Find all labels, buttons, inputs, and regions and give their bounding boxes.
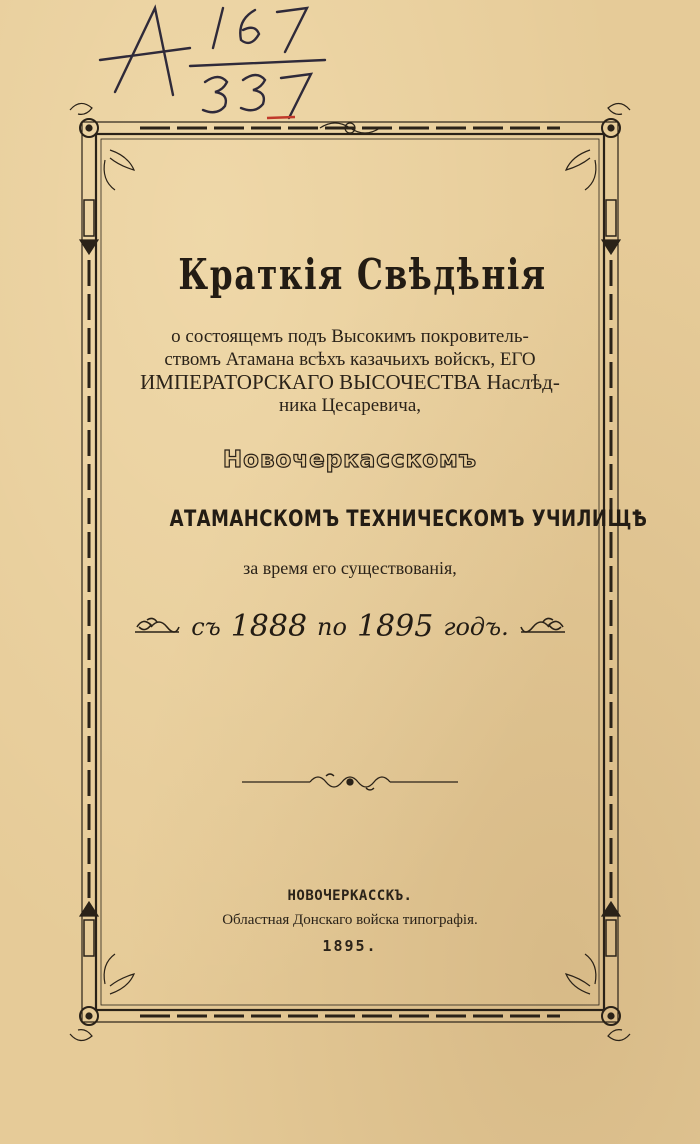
- description-line: о состоящемъ подъ Высокимъ покровитель-: [171, 326, 529, 347]
- scroll-ornament-right-icon: [519, 614, 567, 640]
- corner-ornament-tr: [566, 103, 630, 254]
- years-suffix: годъ.: [443, 612, 509, 641]
- description: [130, 325, 570, 417]
- imprint: [130, 888, 570, 955]
- handwritten-shelfmark: [95, 0, 345, 130]
- corner-ornament-br: [566, 902, 630, 1041]
- years-to-word: по: [317, 612, 347, 641]
- years-line: [130, 609, 570, 644]
- imprint-press: Областная Донскаго войска типографія.: [222, 912, 478, 928]
- page-title: Краткія Свѣдѣнія: [178, 250, 547, 299]
- title-block: [130, 230, 648, 644]
- scroll-ornament-left-icon: [133, 614, 181, 640]
- period-text: за время его существованія,: [243, 558, 457, 578]
- years-from-word: съ: [191, 612, 221, 641]
- description-line: ствомъ Атамана всѣхъ казачьихъ войскъ, ЕГО: [164, 349, 536, 370]
- years-to: 1895: [356, 609, 434, 644]
- school-name: АТАМАНСКОМЪ ТЕХНИЧЕСКОМЪ УЧИЛИЩѢ: [169, 507, 648, 532]
- imprint-year: 1895.: [322, 937, 378, 955]
- description-line: ИМПЕРАТОРСКАГО ВЫСОЧЕСТВА Наслѣд-: [140, 370, 560, 394]
- years-from: 1888: [230, 609, 308, 644]
- ornamental-divider-icon: [240, 770, 460, 794]
- corner-ornament-bl: [70, 902, 134, 1041]
- city-adjective: Новочеркасскомъ: [222, 447, 478, 473]
- description-line: ника Цесаревича,: [279, 395, 421, 416]
- imprint-city: НОВОЧЕРКАССКЪ.: [287, 888, 413, 904]
